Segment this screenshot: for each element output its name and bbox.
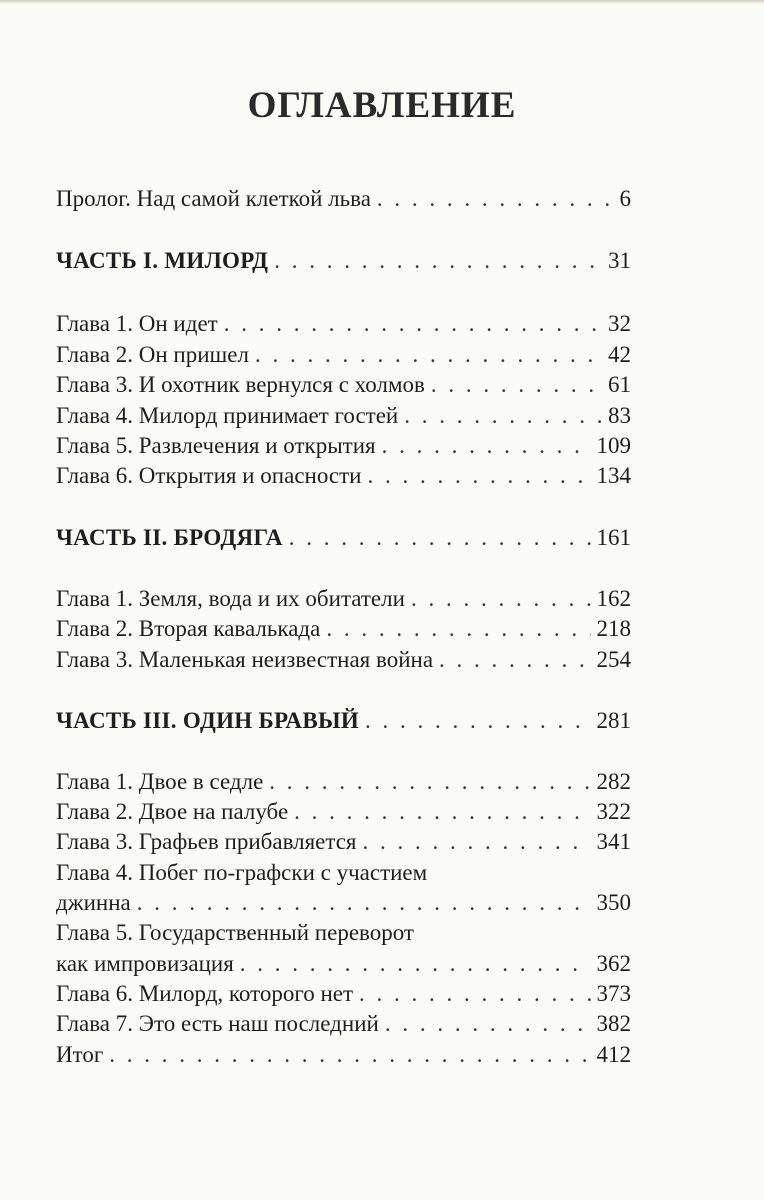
dot-leader [294, 796, 590, 828]
toc-entry-label: Глава 1. Двое в седле [56, 769, 264, 794]
toc-entry-p2-ch1[interactable] [56, 583, 631, 615]
toc-entry-page: 373 [596, 981, 631, 1006]
dot-leader [109, 1039, 590, 1071]
toc-entry-p1-ch4[interactable] [56, 400, 631, 432]
dot-leader [224, 308, 602, 340]
toc-entry-label: Глава 2. Вторая кавалькада [56, 616, 321, 641]
toc-entry-label: Глава 2. Он пришел [56, 342, 249, 367]
dot-leader [431, 369, 602, 401]
toc-entry-label: Глава 6. Милорд, которого нет [56, 981, 354, 1006]
dot-leader [137, 887, 591, 919]
toc-entry-page: 322 [596, 799, 631, 824]
toc-entry-page: 254 [596, 647, 631, 672]
toc-entry-label: Глава 4. Милорд принимает гостей [56, 403, 399, 428]
toc-entry-label: джинна [56, 890, 131, 915]
toc-entry-p1-ch1[interactable] [56, 308, 631, 340]
toc-entry-p3-ch1[interactable] [56, 766, 631, 798]
toc-entry-page: 412 [596, 1042, 631, 1067]
toc-entry-page: 281 [596, 708, 631, 733]
dot-leader [363, 826, 591, 858]
toc-entry-p2-ch3[interactable] [56, 644, 631, 676]
toc-entry-page: 83 [608, 403, 631, 428]
dot-leader [326, 613, 590, 645]
dot-leader [269, 766, 590, 798]
toc-entry-label: как импровизация [56, 951, 234, 976]
toc-entry-label: Пролог. Над самой клеткой льва [56, 186, 371, 211]
toc-entry-p2-ch2[interactable] [56, 613, 631, 645]
toc-entry-page: 31 [608, 248, 631, 273]
toc-entry-p3-ch7[interactable] [56, 1008, 631, 1040]
dot-leader [359, 978, 590, 1010]
toc-entry-label: Глава 7. Это есть наш последний [56, 1011, 379, 1036]
toc-entry-page: 382 [596, 1011, 631, 1036]
toc-entry-p1-ch6[interactable] [56, 460, 631, 492]
dot-leader [439, 644, 590, 676]
toc-entry-page: 218 [596, 616, 631, 641]
toc-part-1[interactable] [56, 245, 631, 277]
toc-part-3[interactable] [56, 705, 631, 737]
toc-part-label: ЧАСТЬ III. ОДИН БРАВЫЙ [56, 708, 360, 733]
toc-entry-page: 162 [596, 586, 631, 611]
toc-entry-label: Итог [56, 1042, 104, 1067]
toc-entry-label: Глава 3. Маленькая неизвестная война [56, 647, 434, 672]
toc-entry-label: Глава 1. Земля, вода и их обитатели [56, 586, 405, 611]
toc-entry-page: 161 [596, 525, 631, 550]
dot-leader [365, 705, 590, 737]
toc-entry-page: 42 [608, 342, 631, 367]
dot-leader [404, 400, 602, 432]
dot-leader [385, 1008, 591, 1040]
toc-entry-label: Глава 3. И охотник вернулся с холмов [56, 372, 425, 397]
toc-entry-page: 109 [596, 433, 631, 458]
toc-entry-page: 350 [596, 890, 631, 915]
toc-entry-label: Глава 5. Развлечения и открытия [56, 433, 376, 458]
page-top-edge [0, 0, 764, 4]
dot-leader [289, 522, 591, 554]
toc-entry-p1-ch3[interactable] [56, 369, 631, 401]
toc-entry-first-line[interactable]: Глава 5. Государственный переворот [56, 920, 414, 945]
toc-entry-p3-ch6[interactable] [56, 978, 631, 1010]
toc-entry-p1-ch2[interactable] [56, 339, 631, 371]
toc-entry-first-line[interactable]: Глава 4. Побег по-графски с участием [56, 860, 428, 885]
toc-entry-prologue[interactable] [56, 183, 631, 215]
toc-entry-page: 61 [608, 372, 631, 397]
toc-entry-page: 134 [596, 463, 631, 488]
toc-entry-label: Глава 2. Двое на палубе [56, 799, 289, 824]
toc-entry-p3-ch5[interactable] [56, 948, 631, 980]
toc-part-label: ЧАСТЬ II. БРОДЯГА [56, 525, 283, 550]
dot-leader [382, 430, 591, 462]
toc-entry-label: Глава 3. Графьев прибавляется [56, 829, 357, 854]
toc-entry-epilogue[interactable] [56, 1039, 631, 1071]
toc-entry-p3-ch4[interactable] [56, 887, 631, 919]
dot-leader [367, 460, 590, 492]
toc-entry-page: 6 [619, 186, 631, 211]
toc-entry-page: 341 [596, 829, 631, 854]
toc-entry-label: Глава 6. Открытия и опасности [56, 463, 362, 488]
toc-part-label: ЧАСТЬ I. МИЛОРД [56, 248, 269, 273]
toc-entry-page: 362 [596, 951, 631, 976]
toc-part-2[interactable] [56, 522, 631, 554]
toc-entry-p1-ch5[interactable] [56, 430, 631, 462]
toc-entry-p3-ch3[interactable] [56, 826, 631, 858]
toc-entry-label: Глава 1. Он идет [56, 311, 218, 336]
dot-leader [274, 245, 602, 277]
dot-leader [240, 948, 591, 980]
dot-leader [377, 183, 614, 215]
toc-entry-page: 282 [596, 769, 631, 794]
dot-leader [255, 339, 602, 371]
dot-leader [411, 583, 591, 615]
page-title: ОГЛАВЛЕНИЕ [247, 85, 517, 126]
toc-entry-p3-ch2[interactable] [56, 796, 631, 828]
toc-entry-page: 32 [608, 311, 631, 336]
